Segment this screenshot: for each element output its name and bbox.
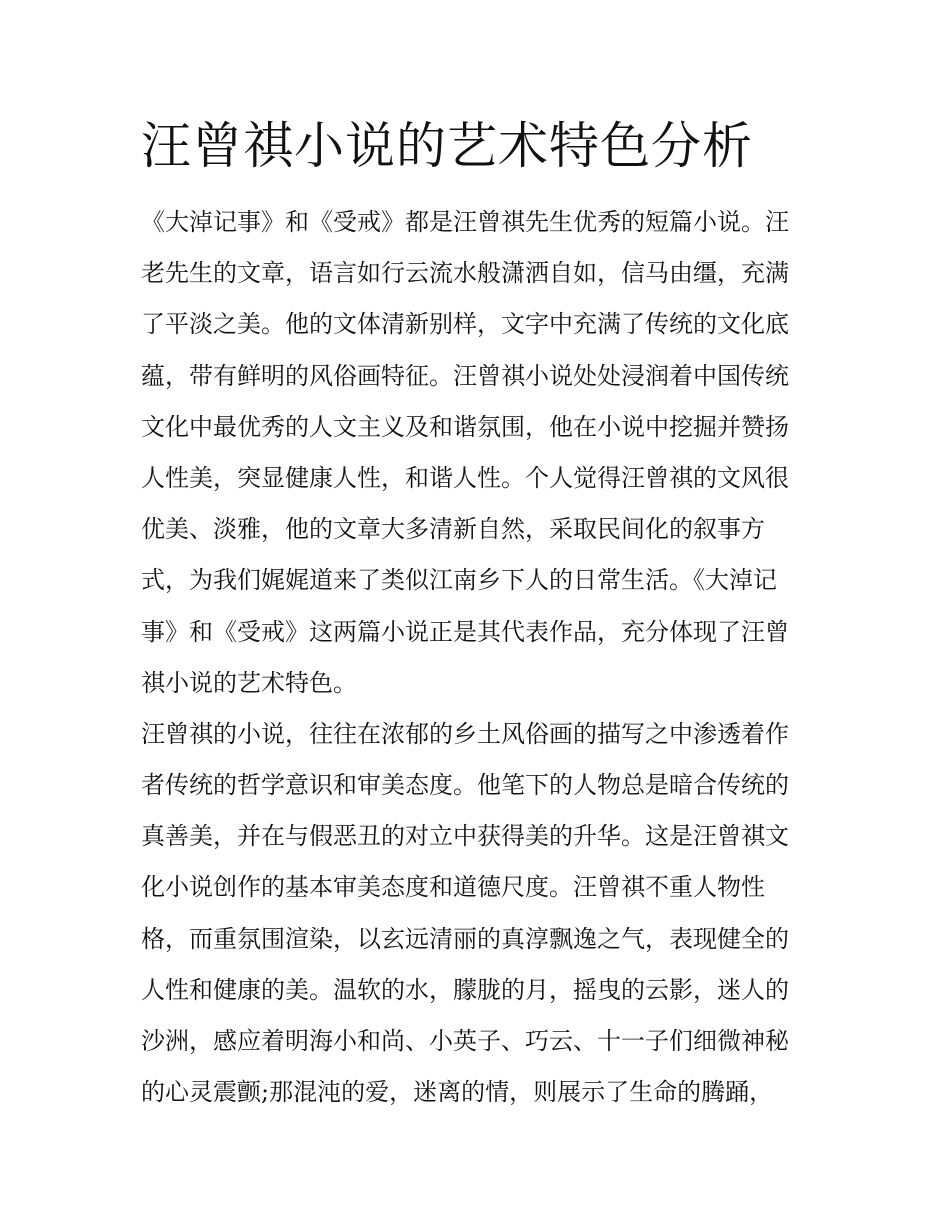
text-line: 的心灵震颤;那混沌的爱，迷离的情，则展示了生命的腾踊， <box>141 1078 774 1107</box>
document-body <box>141 197 821 1118</box>
text-line: 人性和健康的美。温软的水，朦胧的月，摇曳的云影，迷人的 <box>141 975 789 1004</box>
text-line: 祺小说的艺术特色。 <box>141 668 357 697</box>
text-line: 了平淡之美。他的文体清新别样，文字中充满了传统的文化底 <box>141 310 789 339</box>
text-line: 式，为我们娓娓道来了类似江南乡下人的日常生活。《大淖记 <box>141 566 777 595</box>
text-line: 事》和《受戒》这两篇小说正是其代表作品，充分体现了汪曾 <box>141 617 789 646</box>
text-line: 优美、淡雅，他的文章大多清新自然，采取民间化的叙事方 <box>141 515 765 544</box>
text-line: 沙洲，感应着明海小和尚、小英子、巧云、十一子们细微神秘 <box>141 1027 789 1055</box>
text-line: 汪曾祺的小说，往往在浓郁的乡土风俗画的描写之中渗透着作 <box>141 719 789 748</box>
paragraph-1 <box>141 197 821 709</box>
text-line: 蕴，带有鲜明的风俗画特征。汪曾祺小说处处浸润着中国传统 <box>141 361 789 390</box>
text-line: 人性美，突显健康人性，和谐人性。个人觉得汪曾祺的文风很 <box>141 463 789 492</box>
text-line: 化小说创作的基本审美态度和道德尺度。汪曾祺不重人物性 <box>141 873 765 902</box>
text-line: 《大淖记事》和《受戒》都是汪曾祺先生优秀的短篇小说。汪 <box>141 208 789 236</box>
paragraph-2 <box>141 709 821 1119</box>
text-line: 格，而重氛围渲染，以玄远清丽的真淳飘逸之气，表现健全的 <box>141 924 789 953</box>
text-line: 者传统的哲学意识和审美态度。他笔下的人物总是暗合传统的 <box>141 771 789 800</box>
text-line: 老先生的文章，语言如行云流水般潇洒自如，信马由缰，充满 <box>141 259 789 288</box>
text-line: 真善美，并在与假恶丑的对立中获得美的升华。这是汪曾祺文 <box>141 822 789 851</box>
text-line: 文化中最优秀的人文主义及和谐氛围，他在小说中挖掘并赞扬 <box>141 412 789 441</box>
document-title: 汪曾祺小说的艺术特色分析 <box>141 117 753 175</box>
